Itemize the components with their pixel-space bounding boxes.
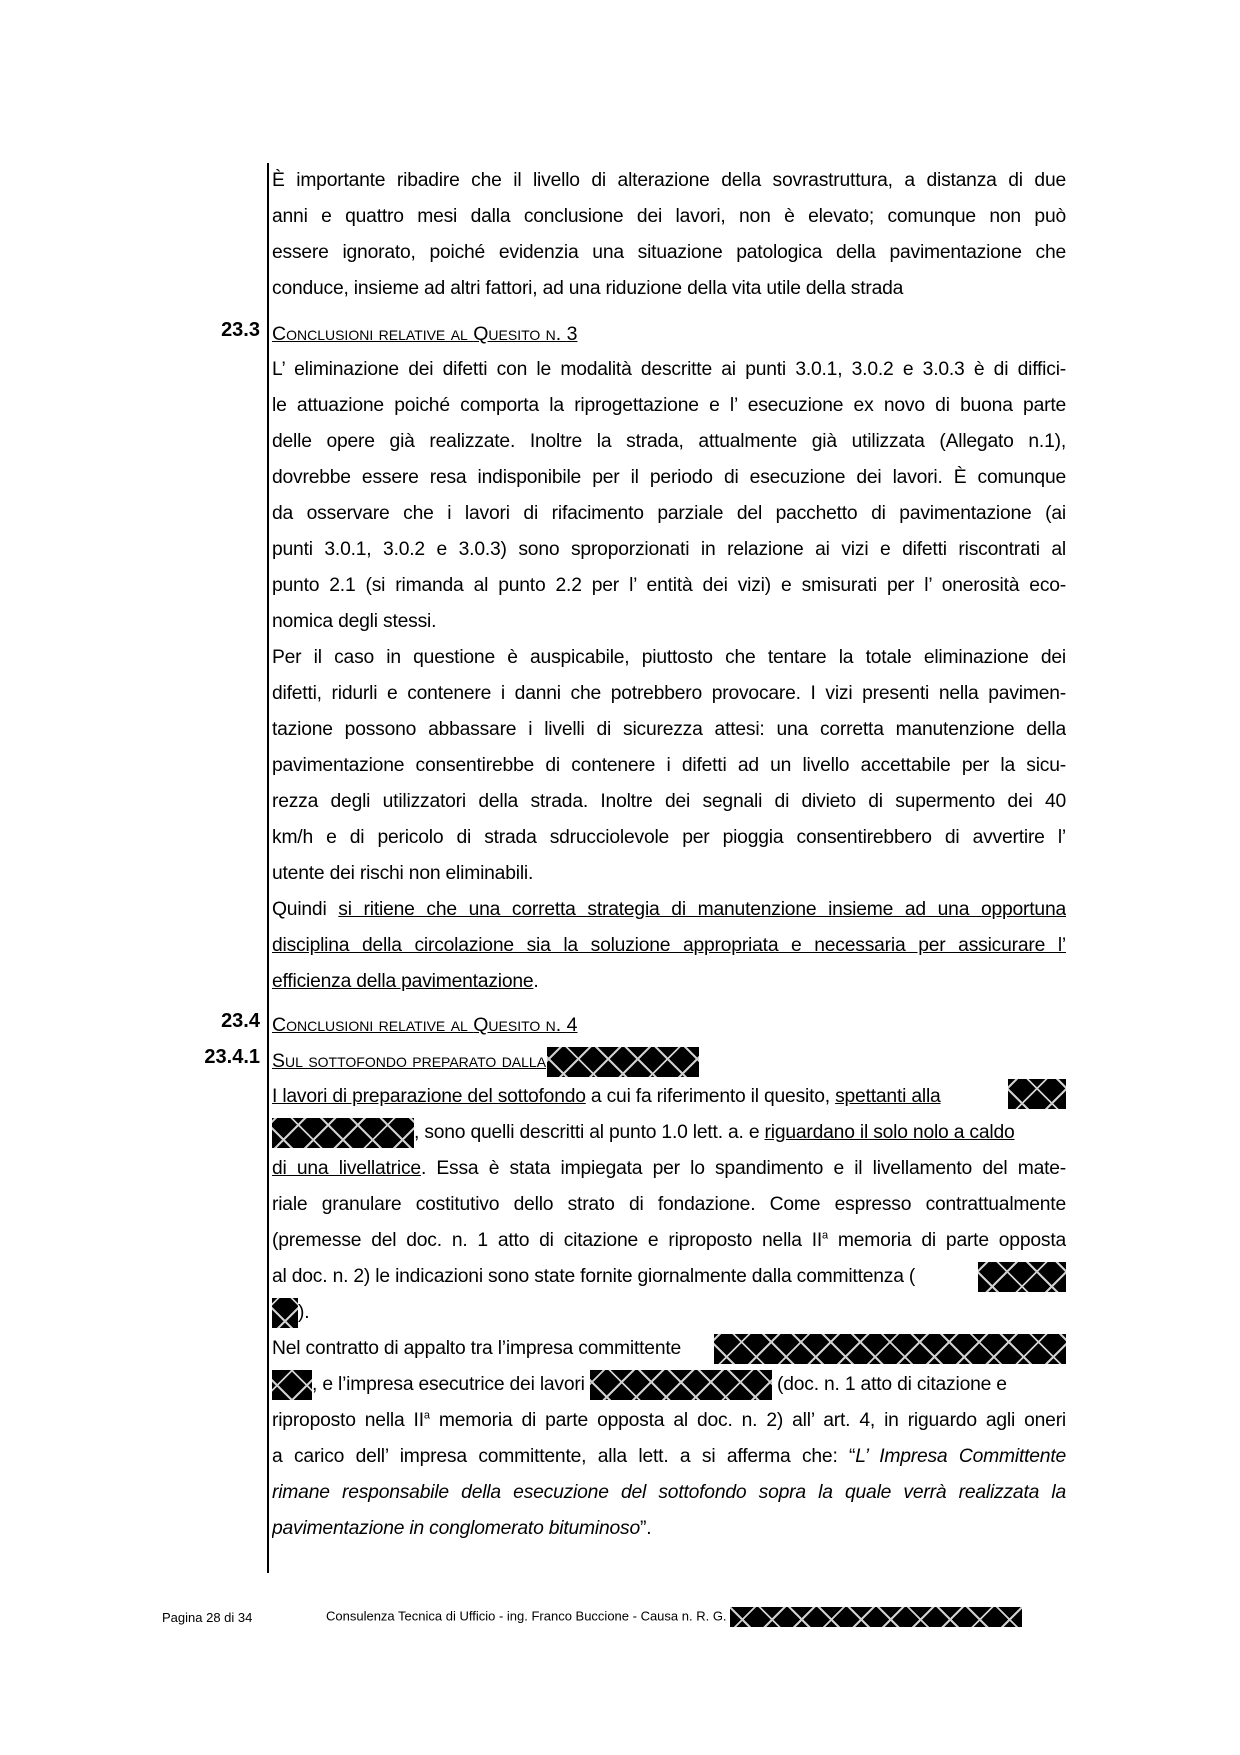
text-line: , e l’impresa esecutrice dei lavori (doc. n. 1 atto di citazione e	[272, 1367, 1066, 1403]
intro-paragraph	[272, 163, 1066, 307]
text-line: nomica degli stessi.	[272, 611, 437, 632]
redaction-block	[590, 1370, 772, 1400]
text-line: rimane responsabile della esecuzione del sottofondo sopra la quale verrà realizzata la	[272, 1482, 1066, 1503]
section-number: 23.4.1	[204, 1046, 260, 1068]
text-line: a carico dell’ impresa committente, alla lett. a si afferma che: “L’ Impresa Committente	[272, 1446, 1066, 1467]
text-line: le attuazione poiché comporta la riprogettazione e l’ esecuzione ex novo di buona parte	[272, 395, 1066, 416]
text-line: È importante ribadire che il livello di alterazione della sovrastruttura, a distanza di due	[272, 170, 1066, 191]
text-line: tazione possono abbassare i livelli di sicurezza attesi: una corretta manutenzione della	[272, 719, 1066, 740]
text-line: km/h e di pericolo di strada sdrucciolevole per pioggia consentirebbero di avvertire l’	[272, 827, 1066, 848]
text-line: pavimentazione consentirebbe di contenere i difetti ad un livello accettabile per la sicu-	[272, 755, 1066, 776]
text-line: punto 2.1 (si rimanda al punto 2.2 per l’ entità dei vizi) e smisurati per l’ onerosità eco-	[272, 575, 1066, 596]
section-number: 23.3	[221, 319, 260, 341]
redaction-block	[272, 1370, 312, 1400]
text-line: dovrebbe essere resa indisponibile per il periodo di esecuzione dei lavori. È comunque	[272, 467, 1066, 488]
text-line: (premesse del doc. n. 1 atto di citazione e riproposto nella $II^a$ memoria di parte opposta	[272, 1229, 1066, 1251]
redaction-block	[1008, 1079, 1066, 1109]
text-line: riale granulare costitutivo dello strato di fondazione. Come espresso contrattualmente	[272, 1194, 1066, 1215]
redaction-block	[272, 1118, 414, 1148]
text-line: essere ignorato, poiché evidenzia una situazione patologica della pavimentazione che	[272, 242, 1066, 263]
text-line: al doc. n. 2) le indicazioni sono state fornite giornalmente dalla committenza (	[272, 1259, 1066, 1295]
text-line: efficienza della pavimentazione.	[272, 971, 539, 992]
section-23-4-1-body	[272, 1079, 1066, 1547]
footer-text: Consulenza Tecnica di Ufficio - ing. Franco Buccione - Causa n. R. G.	[326, 1607, 1022, 1627]
text-line: Quindi si ritiene che una corretta strategia di manutenzione insieme ad una opportuna	[272, 899, 1066, 920]
text-line: anni e quattro mesi dalla conclusione dei lavori, non è elevato; comunque non può	[272, 206, 1066, 227]
redaction-block	[730, 1607, 1022, 1627]
text-line: delle opere già realizzate. Inoltre la strada, attualmente già utilizzata (Allegato n.1),	[272, 431, 1066, 452]
footer-page-number: Pagina 28 di 34	[162, 1610, 253, 1625]
text-line: Nel contratto di appalto tra l’impresa committente	[272, 1331, 1066, 1367]
left-margin-rule	[267, 163, 269, 1573]
section-number: 23.4	[221, 1010, 260, 1032]
section-23-3-body	[272, 352, 1066, 1000]
text-line: conduce, insieme ad altri fattori, ad una riduzione della vita utile della strada	[272, 278, 904, 299]
text-line: disciplina della circolazione sia la soluzione appropriata e necessaria per assicurare l’	[272, 935, 1066, 956]
section-heading: Conclusioni relative al Quesito n. 3	[272, 323, 578, 345]
text-line: ).	[272, 1295, 1066, 1331]
text-line: L’ eliminazione dei difetti con le modalità descritte ai punti 3.0.1, 3.0.2 e 3.0.3 è di diffici-	[272, 359, 1066, 380]
text-line: utente dei rischi non eliminabili.	[272, 863, 534, 884]
redaction-block	[978, 1262, 1066, 1292]
redaction-block	[714, 1334, 1066, 1364]
text-line: punti 3.0.1, 3.0.2 e 3.0.3) sono sproporzionati in relazione ai vizi e difetti riscontrati al	[272, 539, 1066, 560]
text-line: pavimentazione in conglomerato bituminoso”.	[272, 1518, 652, 1539]
text-line: , sono quelli descritti al punto 1.0 lett. a. e riguardano il solo nolo a caldo	[272, 1115, 1066, 1151]
text-line: rezza degli utilizzatori della strada. Inoltre dei segnali di divieto di supermento dei 40	[272, 791, 1066, 812]
section-heading: Conclusioni relative al Quesito n. 4	[272, 1014, 578, 1036]
text-line: difetti, ridurli e contenere i danni che potrebbero provocare. I vizi presenti nella pavimen-	[272, 683, 1066, 704]
redaction-block	[547, 1047, 699, 1077]
text-line: Per il caso in questione è auspicabile, piuttosto che tentare la totale eliminazione dei	[272, 647, 1066, 668]
text-line: da osservare che i lavori di rifacimento parziale del pacchetto di pavimentazione (ai	[272, 503, 1066, 524]
text-line: di una livellatrice. Essa è stata impiegata per lo spandimento e il livellamento del mate-	[272, 1158, 1066, 1179]
text-line: riproposto nella $II^a$ memoria di parte opposta al doc. n. 2) all’ art. 4, in riguardo agli oneri	[272, 1409, 1066, 1431]
section-heading: Sul sottofondo preparato dalla	[272, 1043, 699, 1079]
text-line: I lavori di preparazione del sottofondo a cui fa riferimento il quesito, spettanti alla	[272, 1079, 1066, 1115]
redaction-block	[272, 1298, 298, 1328]
